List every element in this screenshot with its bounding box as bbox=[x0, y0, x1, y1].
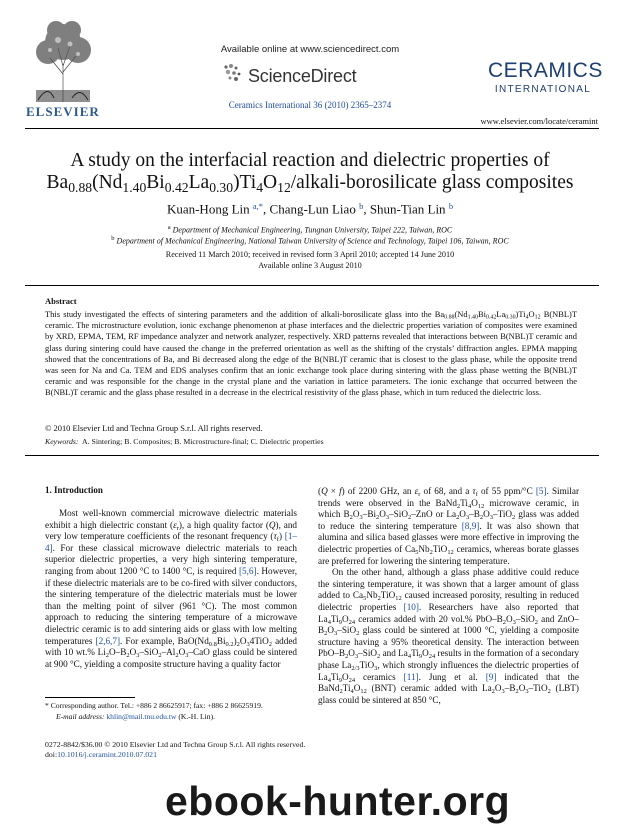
sciencedirect-logo[interactable]: ScienceDirect bbox=[248, 66, 357, 86]
header-divider bbox=[25, 128, 599, 129]
available-online-text: Available online at www.sciencedirect.com bbox=[220, 44, 400, 55]
citation-link[interactable]: [2,6,7] bbox=[95, 635, 121, 646]
journal-title: CERAMICS bbox=[488, 59, 603, 82]
elsevier-wordmark: ELSEVIER bbox=[26, 104, 100, 119]
keywords: Keywords: A. Sintering; B. Composites; B. Microstructure-final; C. Dielectric properties bbox=[45, 437, 324, 446]
author-name[interactable]: Chang-Lun Liao bbox=[269, 201, 356, 217]
author-list: Kuan-Hong Lin $^{a,*}$, Chang-Lun Liao $^b$, Shun-Tian Lin $^b$ bbox=[166, 201, 454, 217]
journal-url-link[interactable]: www.elsevier.com/locate/ceramint bbox=[480, 116, 598, 126]
citation-link[interactable]: [1–4] bbox=[45, 531, 298, 553]
watermark-text: ebook-hunter.org bbox=[165, 778, 511, 824]
affiliation-b: $^b$ Department of Mechanical Engineering, National Taiwan University of Science and Technology, Taipei 106, Taiwan, ROC bbox=[111, 235, 509, 246]
author-name[interactable]: Kuan-Hong Lin bbox=[166, 201, 250, 217]
citation-link[interactable]: [9] bbox=[485, 671, 497, 682]
doi-line: doi:10.1016/j.ceramint.2010.07.021 bbox=[45, 750, 157, 759]
author-affiliation-mark[interactable]: b bbox=[359, 201, 364, 211]
citation-link[interactable]: [5,6] bbox=[238, 565, 257, 576]
doi-link[interactable]: 10.1016/j.ceramint.2010.07.021 bbox=[57, 750, 157, 759]
abstract-heading: Abstract bbox=[45, 296, 77, 306]
footnote-divider bbox=[45, 697, 135, 698]
author-affiliation-mark[interactable]: a,* bbox=[252, 201, 264, 211]
abstract-body: This study investigated the effects of sintering parameters and the addition of alkali-borosilicate glass into the $Ba_{0.88}(Nd_{1.40}Bi_{0.42}La_{0.30})Ti_4O_{12}$ B(NBL)T ceramic. The microstructure evolution, ionic exchange phenomenon at phase interfaces and the dielectric properties variation of composites were examined by XRD, EPMA, TEM, RF impedance analyzer and network analyzer, respectively. XRD patterns revealed that interactions between B(NBL)T ceramic and glass during sintering could have caused the change in the preferred orientation as well as the shifting of the crystals’ diffraction angles. EPMA mapping showed that the concentrations of Ba, and Bi decreased along the edge of the B(NBL)T ceramic that is closest to the glass phase, while the opposite trend was seen for Na and Ca. TEM and EDS analyses confirm that an ionic exchange took place during sintering with the glass phase wetting the B(NBL)T ceramic and was responsible for the change in the crystal plane and the variation in lattice parameters. The ionic exchange that occurred between the B(NBL)T ceramic and the glass phase resulted in a decrease in the electrical resistivity of the glass phase, which in turn reduced the dielectric loss. bbox=[45, 309, 577, 398]
article-title-line1: A study on the interfacial reaction and dielectric properties of bbox=[70, 150, 550, 171]
abstract-top-divider bbox=[25, 285, 599, 286]
citation-link[interactable]: [10] bbox=[403, 601, 419, 612]
elsevier-tree-logo bbox=[28, 14, 98, 106]
online-date: Available online 3 August 2010 bbox=[258, 261, 362, 270]
affiliation-a: $^a$ Department of Mechanical Engineering, Tungnan University, Taipei 222, Taiwan, ROC bbox=[167, 224, 453, 235]
journal-reference-link[interactable]: Ceramics International 36 (2010) 2365–2374 bbox=[228, 100, 392, 110]
citation-link[interactable]: [11] bbox=[403, 671, 419, 682]
received-dates: Received 11 March 2010; received in revised form 3 April 2010; accepted 14 June 2010 bbox=[165, 250, 455, 259]
journal-subtitle: INTERNATIONAL bbox=[494, 84, 592, 95]
issn-copyright: 0272-8842/$36.00 © 2010 Elsevier Ltd and Techna Group S.r.l. All rights reserved. bbox=[45, 740, 306, 749]
abstract-copyright: © 2010 Elsevier Ltd and Techna Group S.r.l. All rights reserved. bbox=[45, 423, 263, 433]
author-affiliation-mark[interactable]: b bbox=[448, 201, 454, 211]
corresponding-author-note: * Corresponding author. Tel.: +886 2 86625917; fax: +886 2 86625919. bbox=[45, 701, 263, 710]
article-title-line2: $Ba_{0.88}(Nd_{1.40}Bi_{0.42}La_{0.30})Ti_4O_{12}/alkali$-borosilicate glass composites bbox=[46, 172, 574, 195]
sciencedirect-dots-icon bbox=[222, 62, 244, 84]
author-name[interactable]: Shun-Tian Lin bbox=[369, 201, 446, 217]
abstract-bottom-divider bbox=[25, 455, 599, 456]
section-heading-introduction: 1. Introduction bbox=[45, 485, 103, 495]
author-email-link[interactable]: khlin@mail.tnu.edu.tw bbox=[106, 712, 177, 721]
body-column-left: Most well-known commercial microwave dielectric materials exhibit a high dielectric constant $(\varepsilon_r)$, a high quality factor (Q), and very low temperature coefficients of the resonant frequency $(\tau_f)$ [1–4]. For these classical microwave dielectric materials to reach superior dielectric properties, a very high sintering temperature, ranging from about 1200 °C to 1400 °C, is required [5,6]. However, if these dielectric materials are to be co-fired with silver conductors, the sintering temperature of the dielectric materials must be lower than the melting point of silver (961 °C). The most common approach to reducing the sintering temperature of a microwave dielectric ceramic is to add sintering aids or glass with low melting temperatures [2,6,7]. For example, $BaO(Nd_{0.8}Bi_{0.2})_2O_34TiO_2$ added with 10 wt.% $Li_2O-B_2O_3-SiO_2-Al_2O_3$–CaO glass could be sintered at 900 °C, yielding a composite structure having a quality factor bbox=[45, 508, 298, 669]
author-email-line: E-mail address: khlin@mail.tnu.edu.tw (K.-H. Lin). bbox=[56, 712, 216, 721]
citation-link[interactable]: [8,9] bbox=[461, 520, 480, 531]
body-column-right: (Q × f) of 2200 GHz, an $\varepsilon_r$ of 68, and a $\tau_f$ of 55 ppm/°C [5]. Similar trends were observed in the $BaNd_2Ti_4O_{12}$ microwave ceramic, in which $B_2O_3-Bi_2O_3-SiO_2$–ZnO or $La_2O_3-B_2O_3-TiO_2$ glass was added to reduce the sintering temperature [8,9]. It was also shown that alumina and silica based glasses were more effective in improving the dielectric properties of $Ca_5Nb_2TiO_{12}$ ceramics, whereas borate glasses are preferred for lowering the sintering temperature. On the other hand, although a glass phase additive could reduce the sintering temperature, it was shown that a larger amount of glass added to $Ca_5Nb_2TiO_{12}$ caused increased porosity, resulting in reduced dielectric properties [10]. Researchers have also reported that $La_4Ti_9O_{24}$ ceramics added with 20 vol.% PbO–$B_2O_3-SiO_2$ and ZnO–$B_2O_3-SiO_2$ glass could be sintered at 1000 °C, yielding a composite structure having a 95% theoretical density. The interaction between PbO–$B_2O_3-SiO_2$ and $La_4Ti_9O_{24}$ results in the formation of a secondary phase $La_{2/3}TiO_3$, which strongly influences the dielectric properties of $La_4Ti_9O_{24}$ ceramics [11]. Jung et al. [9] indicated that the $BaNd_2Ti_4O_{12}$ (BNT) ceramic added with $La_2O_3-B_2O_3-TiO_2$ (LBT) glass could be sintered at 850 °C, bbox=[318, 486, 580, 705]
citation-link[interactable]: [5] bbox=[535, 486, 547, 496]
